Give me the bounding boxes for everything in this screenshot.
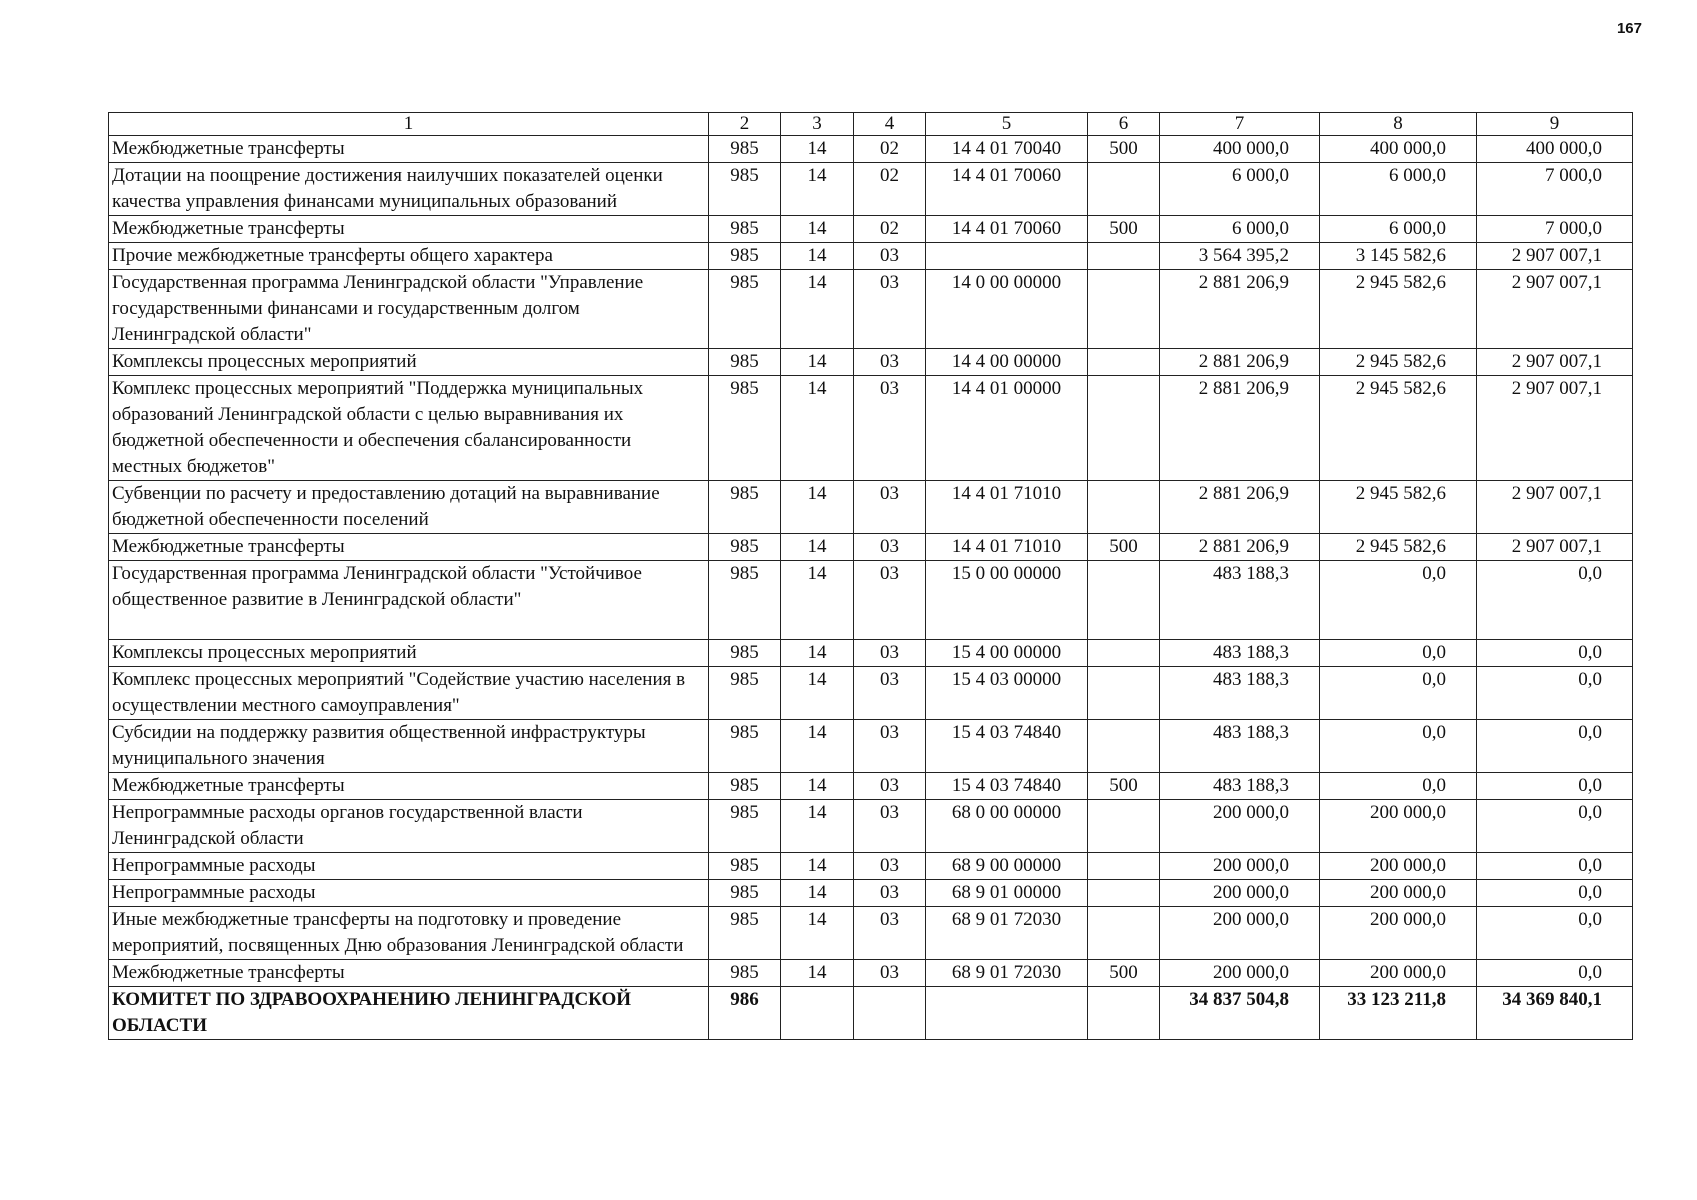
subsection-code-cell: 03 [854, 800, 926, 853]
amount-year2-cell: 3 145 582,6 [1320, 243, 1477, 270]
expense-name-cell: Комплексы процессных мероприятий [109, 640, 709, 667]
expense-name-cell: Субсидии на поддержку развития общественной инфраструктуры муниципального значения [109, 720, 709, 773]
expense-name-cell: Непрограммные расходы [109, 880, 709, 907]
expense-type-cell [1088, 349, 1160, 376]
section-code-cell: 14 [781, 243, 854, 270]
amount-year1-cell: 200 000,0 [1160, 907, 1320, 960]
amount-year3-cell: 2 907 007,1 [1477, 243, 1633, 270]
subsection-code-cell: 03 [854, 376, 926, 481]
amount-year1-cell: 400 000,0 [1160, 136, 1320, 163]
section-code-cell: 14 [781, 216, 854, 243]
subsection-code-cell: 03 [854, 243, 926, 270]
table-row [109, 270, 1633, 349]
target-article-cell: 14 4 01 70060 [926, 216, 1088, 243]
amount-year1-cell: 2 881 206,9 [1160, 349, 1320, 376]
table-row [109, 667, 1633, 720]
expense-name-cell: Прочие межбюджетные трансферты общего характера [109, 243, 709, 270]
table-row [109, 534, 1633, 561]
amount-year2-cell: 2 945 582,6 [1320, 534, 1477, 561]
target-article-cell [926, 987, 1088, 1040]
expense-type-cell: 500 [1088, 136, 1160, 163]
ministry-code-cell: 985 [709, 534, 781, 561]
amount-year2-cell: 0,0 [1320, 561, 1477, 640]
amount-year2-cell: 0,0 [1320, 640, 1477, 667]
expense-type-cell [1088, 720, 1160, 773]
column-header: 6 [1088, 113, 1160, 136]
amount-year3-cell: 2 907 007,1 [1477, 349, 1633, 376]
target-article-cell: 14 4 01 70060 [926, 163, 1088, 216]
expense-type-cell [1088, 481, 1160, 534]
expense-name-cell: Непрограммные расходы органов государственной власти Ленинградской области [109, 800, 709, 853]
amount-year2-cell: 200 000,0 [1320, 853, 1477, 880]
page-number: 167 [1616, 20, 1642, 37]
amount-year3-cell: 7 000,0 [1477, 163, 1633, 216]
amount-year3-cell: 0,0 [1477, 640, 1633, 667]
header-row [109, 113, 1633, 136]
amount-year1-cell: 6 000,0 [1160, 216, 1320, 243]
amount-year1-cell: 6 000,0 [1160, 163, 1320, 216]
amount-year3-cell: 34 369 840,1 [1477, 987, 1633, 1040]
amount-year3-cell: 7 000,0 [1477, 216, 1633, 243]
target-article-cell: 68 0 00 00000 [926, 800, 1088, 853]
section-code-cell: 14 [781, 907, 854, 960]
target-article-cell: 14 0 00 00000 [926, 270, 1088, 349]
target-article-cell: 15 4 03 00000 [926, 667, 1088, 720]
amount-year3-cell: 0,0 [1477, 561, 1633, 640]
expense-name-cell: КОМИТЕТ ПО ЗДРАВООХРАНЕНИЮ ЛЕНИНГРАДСКОЙ ОБЛАСТИ [109, 987, 709, 1040]
expense-name-cell: Межбюджетные трансферты [109, 960, 709, 987]
amount-year2-cell: 6 000,0 [1320, 163, 1477, 216]
section-code-cell: 14 [781, 640, 854, 667]
target-article-cell: 68 9 01 00000 [926, 880, 1088, 907]
section-code-cell: 14 [781, 800, 854, 853]
amount-year2-cell: 200 000,0 [1320, 880, 1477, 907]
table-row [109, 880, 1633, 907]
section-code-cell: 14 [781, 853, 854, 880]
subsection-code-cell: 03 [854, 773, 926, 800]
amount-year1-cell: 483 188,3 [1160, 640, 1320, 667]
ministry-code-cell: 985 [709, 773, 781, 800]
section-code-cell: 14 [781, 136, 854, 163]
expense-type-cell [1088, 880, 1160, 907]
expense-name-cell: Межбюджетные трансферты [109, 534, 709, 561]
expense-type-cell [1088, 800, 1160, 853]
ministry-code-cell: 985 [709, 640, 781, 667]
subsection-code-cell: 03 [854, 270, 926, 349]
amount-year3-cell: 0,0 [1477, 667, 1633, 720]
amount-year1-cell: 200 000,0 [1160, 800, 1320, 853]
subsection-code-cell: 03 [854, 534, 926, 561]
amount-year1-cell: 34 837 504,8 [1160, 987, 1320, 1040]
amount-year3-cell: 0,0 [1477, 853, 1633, 880]
amount-year1-cell: 483 188,3 [1160, 720, 1320, 773]
expense-name-cell: Межбюджетные трансферты [109, 773, 709, 800]
ministry-code-cell: 985 [709, 243, 781, 270]
subsection-code-cell: 03 [854, 907, 926, 960]
amount-year2-cell: 200 000,0 [1320, 800, 1477, 853]
section-code-cell: 14 [781, 667, 854, 720]
ministry-code-cell: 985 [709, 481, 781, 534]
amount-year2-cell: 200 000,0 [1320, 960, 1477, 987]
column-header: 8 [1320, 113, 1477, 136]
amount-year2-cell: 0,0 [1320, 720, 1477, 773]
amount-year2-cell: 400 000,0 [1320, 136, 1477, 163]
amount-year1-cell: 2 881 206,9 [1160, 376, 1320, 481]
subsection-code-cell: 03 [854, 720, 926, 773]
section-code-cell: 14 [781, 561, 854, 640]
ministry-code-cell: 985 [709, 720, 781, 773]
subsection-code-cell: 03 [854, 349, 926, 376]
expense-name-cell: Межбюджетные трансферты [109, 136, 709, 163]
section-code-cell: 14 [781, 481, 854, 534]
amount-year1-cell: 2 881 206,9 [1160, 481, 1320, 534]
subsection-code-cell: 03 [854, 960, 926, 987]
amount-year1-cell: 2 881 206,9 [1160, 534, 1320, 561]
target-article-cell: 15 4 00 00000 [926, 640, 1088, 667]
expense-type-cell: 500 [1088, 534, 1160, 561]
table-row [109, 773, 1633, 800]
table-row [109, 907, 1633, 960]
expense-type-cell [1088, 667, 1160, 720]
budget-table [108, 112, 1633, 1040]
section-code-cell: 14 [781, 960, 854, 987]
section-code-cell [781, 987, 854, 1040]
table-row [109, 800, 1633, 853]
amount-year1-cell: 3 564 395,2 [1160, 243, 1320, 270]
amount-year1-cell: 483 188,3 [1160, 667, 1320, 720]
expense-type-cell [1088, 853, 1160, 880]
table-row [109, 720, 1633, 773]
table-row [109, 163, 1633, 216]
expense-name-cell: Государственная программа Ленинградской области "Устойчивое общественное развитие в Ленинградской области" [109, 561, 709, 640]
amount-year2-cell: 0,0 [1320, 667, 1477, 720]
expense-name-cell: Межбюджетные трансферты [109, 216, 709, 243]
amount-year2-cell: 0,0 [1320, 773, 1477, 800]
subsection-code-cell: 03 [854, 640, 926, 667]
table-row [109, 216, 1633, 243]
target-article-cell: 14 4 01 70040 [926, 136, 1088, 163]
amount-year1-cell: 483 188,3 [1160, 561, 1320, 640]
amount-year2-cell: 33 123 211,8 [1320, 987, 1477, 1040]
expense-name-cell: Государственная программа Ленинградской области "Управление государственными финансами и государственным долгом Ленинградской области" [109, 270, 709, 349]
target-article-cell [926, 243, 1088, 270]
target-article-cell: 68 9 01 72030 [926, 907, 1088, 960]
subsection-code-cell: 03 [854, 667, 926, 720]
column-header: 3 [781, 113, 854, 136]
subsection-code-cell: 02 [854, 136, 926, 163]
amount-year3-cell: 0,0 [1477, 720, 1633, 773]
expense-name-cell: Субвенции по расчету и предоставлению дотаций на выравнивание бюджетной обеспеченности поселений [109, 481, 709, 534]
ministry-code-cell: 985 [709, 216, 781, 243]
amount-year3-cell: 0,0 [1477, 880, 1633, 907]
amount-year2-cell: 2 945 582,6 [1320, 376, 1477, 481]
column-header: 5 [926, 113, 1088, 136]
expense-name-cell: Иные межбюджетные трансферты на подготовку и проведение мероприятий, посвященных Дню образования Ленинградской области [109, 907, 709, 960]
table-row [109, 960, 1633, 987]
amount-year1-cell: 200 000,0 [1160, 853, 1320, 880]
target-article-cell: 14 4 01 71010 [926, 481, 1088, 534]
amount-year1-cell: 200 000,0 [1160, 880, 1320, 907]
ministry-code-cell: 985 [709, 667, 781, 720]
subsection-code-cell: 02 [854, 163, 926, 216]
target-article-cell: 14 4 00 00000 [926, 349, 1088, 376]
amount-year3-cell: 400 000,0 [1477, 136, 1633, 163]
table-row [109, 640, 1633, 667]
section-code-cell: 14 [781, 163, 854, 216]
amount-year2-cell: 2 945 582,6 [1320, 349, 1477, 376]
section-code-cell: 14 [781, 270, 854, 349]
amount-year2-cell: 200 000,0 [1320, 907, 1477, 960]
subsection-code-cell: 02 [854, 216, 926, 243]
section-code-cell: 14 [781, 880, 854, 907]
ministry-code-cell: 985 [709, 960, 781, 987]
table-row [109, 349, 1633, 376]
expense-type-cell [1088, 561, 1160, 640]
amount-year3-cell: 2 907 007,1 [1477, 376, 1633, 481]
section-code-cell: 14 [781, 720, 854, 773]
expense-name-cell: Дотации на поощрение достижения наилучших показателей оценки качества управления финансами муниципальных образований [109, 163, 709, 216]
amount-year2-cell: 6 000,0 [1320, 216, 1477, 243]
amount-year1-cell: 200 000,0 [1160, 960, 1320, 987]
ministry-code-cell: 986 [709, 987, 781, 1040]
amount-year2-cell: 2 945 582,6 [1320, 481, 1477, 534]
table-row [109, 136, 1633, 163]
expense-type-cell [1088, 243, 1160, 270]
table-body [109, 136, 1633, 1040]
ministry-code-cell: 985 [709, 907, 781, 960]
subsection-code-cell: 03 [854, 481, 926, 534]
ministry-code-cell: 985 [709, 270, 781, 349]
expense-type-cell [1088, 270, 1160, 349]
table-row [109, 481, 1633, 534]
expense-name-cell: Непрограммные расходы [109, 853, 709, 880]
expense-type-cell [1088, 987, 1160, 1040]
expense-type-cell [1088, 163, 1160, 216]
amount-year3-cell: 2 907 007,1 [1477, 481, 1633, 534]
expense-name-cell: Комплексы процессных мероприятий [109, 349, 709, 376]
column-header: 9 [1477, 113, 1633, 136]
table-row [109, 243, 1633, 270]
amount-year1-cell: 2 881 206,9 [1160, 270, 1320, 349]
amount-year3-cell: 0,0 [1477, 907, 1633, 960]
expense-name-cell: Комплекс процессных мероприятий "Поддержка муниципальных образований Ленинградской области с целью выравнивания их бюджетной обеспеченности и обеспечения сбалансированности местных бюджетов" [109, 376, 709, 481]
amount-year3-cell: 0,0 [1477, 773, 1633, 800]
section-code-cell: 14 [781, 773, 854, 800]
expense-type-cell [1088, 376, 1160, 481]
expense-type-cell [1088, 907, 1160, 960]
expense-name-cell: Комплекс процессных мероприятий "Содействие участию населения в осуществлении местного самоуправления" [109, 667, 709, 720]
column-header: 4 [854, 113, 926, 136]
table-row [109, 987, 1633, 1040]
target-article-cell: 68 9 00 00000 [926, 853, 1088, 880]
subsection-code-cell [854, 987, 926, 1040]
ministry-code-cell: 985 [709, 800, 781, 853]
expense-type-cell: 500 [1088, 773, 1160, 800]
column-header: 7 [1160, 113, 1320, 136]
subsection-code-cell: 03 [854, 561, 926, 640]
target-article-cell: 68 9 01 72030 [926, 960, 1088, 987]
subsection-code-cell: 03 [854, 853, 926, 880]
ministry-code-cell: 985 [709, 136, 781, 163]
section-code-cell: 14 [781, 376, 854, 481]
expense-type-cell: 500 [1088, 216, 1160, 243]
ministry-code-cell: 985 [709, 163, 781, 216]
target-article-cell: 14 4 01 00000 [926, 376, 1088, 481]
ministry-code-cell: 985 [709, 376, 781, 481]
ministry-code-cell: 985 [709, 561, 781, 640]
column-header: 2 [709, 113, 781, 136]
table-row [109, 853, 1633, 880]
section-code-cell: 14 [781, 534, 854, 561]
subsection-code-cell: 03 [854, 880, 926, 907]
amount-year2-cell: 2 945 582,6 [1320, 270, 1477, 349]
target-article-cell: 15 0 00 00000 [926, 561, 1088, 640]
column-header: 1 [109, 113, 709, 136]
amount-year3-cell: 0,0 [1477, 800, 1633, 853]
expense-type-cell: 500 [1088, 960, 1160, 987]
ministry-code-cell: 985 [709, 880, 781, 907]
table-row [109, 561, 1633, 640]
amount-year1-cell: 483 188,3 [1160, 773, 1320, 800]
amount-year3-cell: 2 907 007,1 [1477, 534, 1633, 561]
ministry-code-cell: 985 [709, 853, 781, 880]
table-row [109, 376, 1633, 481]
target-article-cell: 15 4 03 74840 [926, 773, 1088, 800]
expense-type-cell [1088, 640, 1160, 667]
ministry-code-cell: 985 [709, 349, 781, 376]
amount-year3-cell: 2 907 007,1 [1477, 270, 1633, 349]
section-code-cell: 14 [781, 349, 854, 376]
amount-year3-cell: 0,0 [1477, 960, 1633, 987]
target-article-cell: 15 4 03 74840 [926, 720, 1088, 773]
target-article-cell: 14 4 01 71010 [926, 534, 1088, 561]
